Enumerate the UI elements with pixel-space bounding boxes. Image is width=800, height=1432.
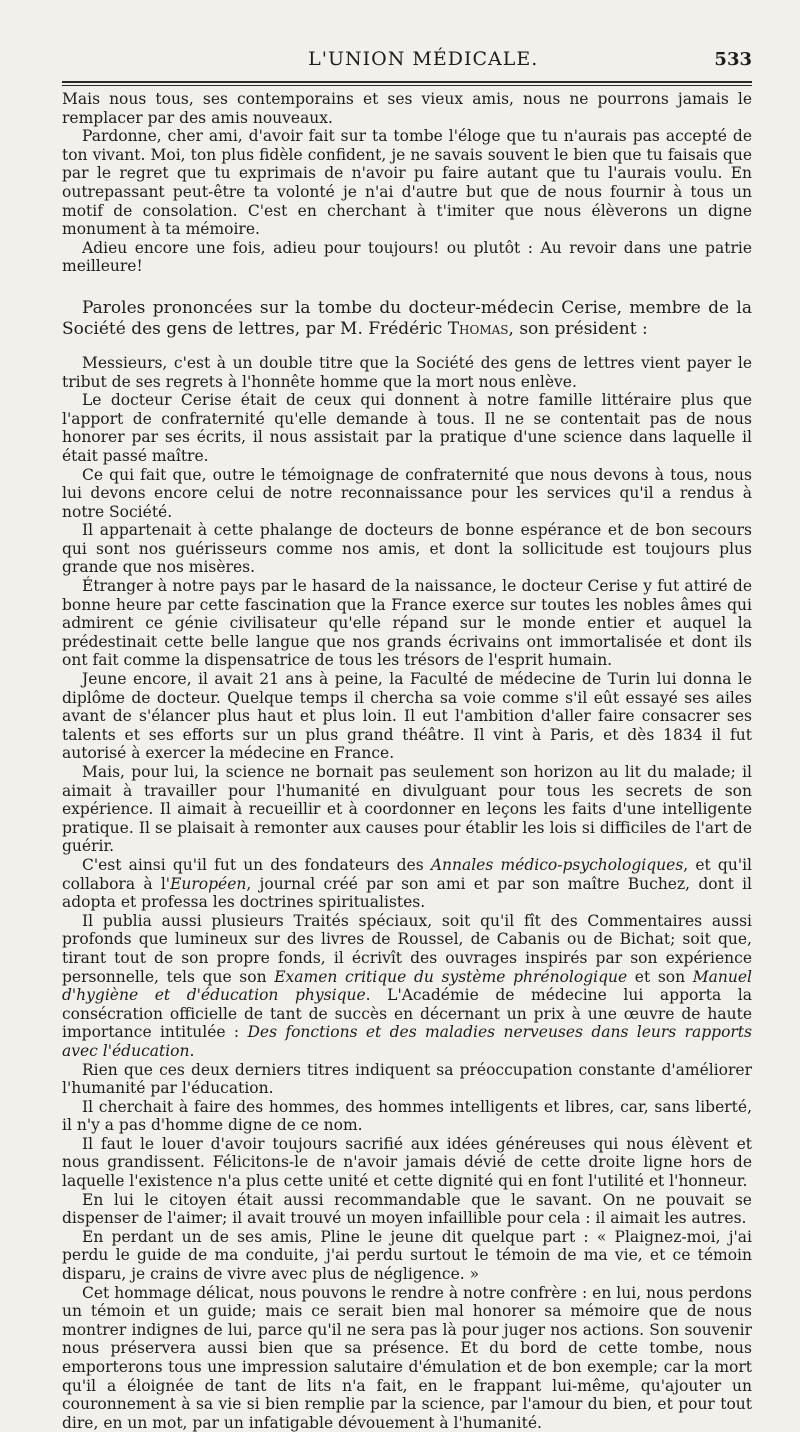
paragraph: Mais, pour lui, la science ne bornait pas seulement son horizon au lit du malade; il aimait à travailler pour l'humanité en divulguant pour tous les secrets de son expérience. Il aimait à recueillir et à coordonner en leçons les faits d'une intelligente pratique. Il se plaisait à remonter aux causes pour établir les lois si difficiles de l'art de guérir.	[62, 763, 752, 856]
paragraph-traites	[62, 912, 752, 1061]
speech-heading	[62, 298, 752, 340]
paragraph: En lui le citoyen était aussi recommandable que le savant. On ne pouvait se dispenser de l'aimer; il avait trouvé un moyen infaillible pour cela : il aimait les autres.	[62, 1190, 752, 1228]
speaker-name: Thomas	[447, 318, 509, 339]
paragraph: Il faut le louer d'avoir toujours sacrifié aux idées généreuses qui nous élèvent et nous grandissent. Félicitons-le de n'avoir jamais dévié de cette droite ligne hors de laquelle l'existence n'a plus cette unité et cette dignité qui en font l'utilité et l'honneur.	[62, 1134, 752, 1191]
running-title: L'UNION MÉDICALE.	[308, 48, 539, 70]
book-title: Des fonctions et des maladies nerveuses dans leurs rapports avec l'éducation	[62, 1023, 752, 1060]
text-run: et son	[627, 967, 693, 986]
text-run: Il publia aussi plusieurs Traités spéciaux, soit qu'il fît des Commentaires aussi profonds que lumineux sur des livres de Roussel, de Cabanis ou de Bichat; soit que, tirant tout de son propre fonds, il écrivît des ouvrages inspirés par son expérience personnelle, tels que son	[62, 911, 752, 986]
book-title: Examen critique du système phrénologique	[274, 967, 628, 986]
paragraph: Jeune encore, il avait 21 ans à peine, la Faculté de médecine de Turin lui donna le diplôme de docteur. Quelque temps il chercha sa voie comme s'il eût essayé ses ailes avant de s'élancer plus haut et plus loin. Il eut l'ambition d'aller faire consacrer ses talents et ses efforts sur un plus grand théâtre. Il vint à Paris, et dès 1834 il fut autorisé à exercer la médecine en France.	[62, 670, 752, 763]
article-body	[62, 90, 752, 1432]
paragraph: Il cherchait à faire des hommes, des hommes intelligents et libres, car, sans liberté, il n'y a pas d'homme digne de ce nom.	[62, 1097, 752, 1135]
speech-heading-text: Paroles prononcées sur la tombe du docteur-médecin Cerise, membre de la Société des gens de lettres, par M. Frédéric	[62, 297, 752, 339]
paragraph: Mais nous tous, ses contemporains et ses vieux amis, nous ne pourrons jamais le remplacer par des amis nouveaux.	[62, 90, 752, 127]
text-run: . L'Académie de médecine lui apporta la consécration officielle de tant de succès en décernant un prix à une œuvre de haute importance intitulée :	[62, 986, 752, 1042]
text-run: , et qu'il collabora à l'	[62, 855, 753, 893]
journal-title: Européen	[170, 874, 247, 893]
paragraph: Étranger à notre pays par le hasard de la naissance, le docteur Cerise y fut attiré de bonne heure par cette fascination que la France exerce sur toutes les nobles âmes qui admirent ce génie civilisateur qu'elle répand sur le monde entier et auquel la prédestinait cette belle langue que nos grands écrivains ont immortalisée et dont ils ont fait comme la dispensatrice de tous les trésors de l'esprit humain.	[62, 577, 752, 670]
journal-title: Annales médico-psychologiques	[430, 855, 684, 874]
text-run: .	[189, 1041, 195, 1060]
paragraph: Pardonne, cher ami, d'avoir fait sur ta tombe l'éloge que tu n'aurais pas accepté de ton vivant. Moi, ton plus fidèle confident, je ne savais souvent le bien que tu faisais que par le regret que tu exprimais de n'avoir pu faire autant que tu l'aurais voulu. En outrepassant peut-être ta volonté je n'ai d'autre but que de nous fournir à tous un motif de consolation. C'est en cherchant à t'imiter que nous élèverons un digne monument à ta mémoire.	[62, 127, 752, 239]
header-rule	[62, 81, 752, 83]
paragraph: Rien que ces deux derniers titres indiquent sa préoccupation constante d'améliorer l'humanité par l'éducation.	[62, 1060, 752, 1098]
paragraph: Messieurs, c'est à un double titre que la Société des gens de lettres vient payer le tribut de ses regrets à l'honnête homme que la mort nous enlève.	[62, 353, 752, 391]
paragraph-annales	[62, 856, 752, 912]
paragraph: Ce qui fait que, outre le témoignage de confraternité que nous devons à tous, nous lui devons encore celui de notre reconnaissance pour les services qu'il a rendus à notre Société.	[62, 465, 752, 521]
paragraph: Cet hommage délicat, nous pouvons le rendre à notre confrère : en lui, nous perdons un témoin et un guide; mais ce serait bien mal honorer sa mémoire que de nous montrer indignes de lui, parce qu'il ne sera pas là pour juger nos actions. Son souvenir nous préservera aussi bien que sa présence. Et du bord de cette tombe, nous emporterons tous une impression salutaire d'émulation et de bon exemple; car la mort qu'il a éloignée de tant de lits n'a fait, en le frappant lui-même, qu'ajouter un couronnement à sa vie si bien remplie par la science, par l'amour du bien, et pour tout dire, en un mot, par un infatigable dévouement à l'humanité.	[62, 1283, 752, 1432]
text-run: C'est ainsi qu'il fut un des fondateurs des	[82, 855, 431, 874]
paragraph: En perdant un de ses amis, Pline le jeune dit quelque part : « Plaignez-moi, j'ai perdu le guide de ma conduite, j'ai perdu surtout le témoin de ma vie, et ce témoin disparu, je crains de vivre avec plus de négligence. »	[62, 1227, 752, 1284]
speech-heading-end: , son président :	[508, 318, 648, 339]
header-rule-thin	[62, 85, 752, 86]
text-run: , journal créé par son ami et par son maître Buchez, dont il adopta et professa les doctrines spiritualistes.	[62, 874, 752, 912]
page-number: 533	[714, 49, 752, 70]
paragraph: Il appartenait à cette phalange de docteurs de bonne espérance et de bon secours qui sont nos guérisseurs comme nos amis, et dont la sollicitude est toujours plus grande que nos misères.	[62, 521, 752, 577]
paragraph: Le docteur Cerise était de ceux qui donnent à notre famille littéraire plus que l'apport de confraternité qu'elle demande à tous. Il ne se contentait pas de nous honorer par ses écrits, il nous assistait par la pratique d'une science dans laquelle il était passé maître.	[62, 391, 752, 465]
paragraph: Adieu encore une fois, adieu pour toujours! ou plutôt : Au revoir dans une patrie meilleure!	[62, 238, 752, 276]
page-header	[62, 48, 752, 74]
book-title: Manuel d'hygiène et d'éducation physique	[62, 967, 752, 1005]
